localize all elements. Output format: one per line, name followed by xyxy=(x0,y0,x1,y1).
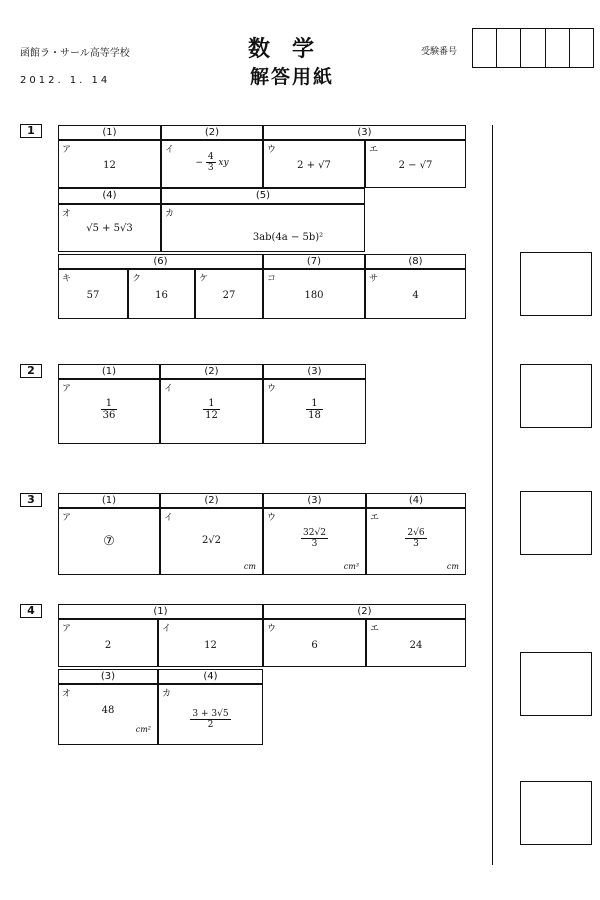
label-a: ア xyxy=(62,513,72,523)
minus-sign: − xyxy=(195,158,203,168)
exam-date: 2012. 1. 14 xyxy=(20,75,111,86)
answer-value: 2√2 xyxy=(201,535,222,546)
label-sa: サ xyxy=(369,274,379,284)
question-3-number: 3 xyxy=(20,493,42,507)
q1-answer-sa xyxy=(365,269,466,319)
unit-label: cm² xyxy=(135,725,151,734)
label-ke: ケ xyxy=(199,274,209,284)
sheet-title: 解答用紙 xyxy=(249,66,334,88)
label-i: イ xyxy=(164,384,174,394)
q1-header-2: (2) xyxy=(161,125,263,140)
answer-value: ⑦ xyxy=(103,534,115,549)
q4-answer-a xyxy=(58,619,158,667)
variables: xy xyxy=(218,158,229,168)
question-1-number: 1 xyxy=(20,124,42,138)
unit-label: cm xyxy=(446,562,459,571)
q3-header-4: (4) xyxy=(366,493,466,508)
score-box-q1 xyxy=(520,252,592,316)
question-2-number: 2 xyxy=(20,364,42,378)
fraction xyxy=(301,528,328,549)
denominator: 3 xyxy=(207,163,214,173)
label-i: イ xyxy=(162,624,172,634)
label-e: エ xyxy=(369,145,379,155)
denominator: 18 xyxy=(308,410,321,421)
q1-answer-ko xyxy=(263,269,365,319)
numerator: 2√6 xyxy=(407,528,425,538)
q1-answer-ka xyxy=(161,204,365,252)
answer-value: 48 xyxy=(101,705,115,716)
label-i: イ xyxy=(165,145,175,155)
q1-header-8: (8) xyxy=(365,254,466,269)
q1-answer-u xyxy=(263,140,365,188)
answer-value: 12 xyxy=(204,640,217,651)
answer-value xyxy=(264,528,365,549)
score-column-divider xyxy=(492,125,493,865)
exam-number-boxes xyxy=(472,28,594,68)
answer-value: √5 + 5√3 xyxy=(86,223,133,234)
answer-value: 24 xyxy=(409,640,423,651)
q4-answer-u xyxy=(263,619,366,667)
answer-value xyxy=(161,398,262,421)
score-box-q4 xyxy=(520,652,592,716)
label-ki: キ xyxy=(62,274,72,284)
answer-value: 12 xyxy=(103,160,116,171)
subject-title: 数学 xyxy=(247,36,336,62)
q2-header-2: (2) xyxy=(160,364,263,379)
answer-value xyxy=(159,709,262,730)
q3-answer-e xyxy=(366,508,466,575)
label-u: ウ xyxy=(267,384,277,394)
answer-value: 2 xyxy=(104,640,112,651)
q2-answer-a xyxy=(58,379,160,444)
answer-value: 4 xyxy=(412,290,419,301)
label-e: エ xyxy=(370,513,380,523)
q1-header-7: (7) xyxy=(263,254,365,269)
q4-answer-e xyxy=(366,619,466,667)
label-o: オ xyxy=(62,209,72,219)
denominator: 3 xyxy=(311,539,318,549)
q3-header-1: (1) xyxy=(58,493,160,508)
label-u: ウ xyxy=(267,624,277,634)
answer-value: 2 − √7 xyxy=(398,160,433,171)
denominator: 36 xyxy=(102,410,116,421)
fraction xyxy=(203,398,220,421)
numerator: 1 xyxy=(101,398,118,410)
q1-answer-ku xyxy=(128,269,195,319)
label-ka: カ xyxy=(165,209,175,219)
q1-header-1: (1) xyxy=(58,125,161,140)
q4-header-4: (4) xyxy=(158,669,263,684)
fraction xyxy=(306,398,323,421)
score-box-q3 xyxy=(520,491,592,555)
answer-value: 180 xyxy=(304,290,324,301)
numerator: 4 xyxy=(207,152,214,162)
numerator: 3 + 3√5 xyxy=(192,709,229,719)
q3-header-3: (3) xyxy=(263,493,366,508)
q1-header-3: (3) xyxy=(263,125,466,140)
score-box-q2 xyxy=(520,364,592,428)
label-a: ア xyxy=(62,384,72,394)
numerator: 1 xyxy=(203,398,220,410)
q1-answer-ki xyxy=(58,269,128,319)
q1-header-4: (4) xyxy=(58,188,161,204)
q1-answer-ke xyxy=(195,269,263,319)
numerator: 32√2 xyxy=(303,528,326,538)
answer-value: 57 xyxy=(86,290,100,301)
q1-answer-i xyxy=(161,140,263,188)
answer-value: 3ab(4a − 5b)² xyxy=(252,232,324,243)
q1-header-5: (5) xyxy=(161,188,365,204)
label-i: イ xyxy=(164,513,174,523)
q2-header-3: (3) xyxy=(263,364,366,379)
q2-header-1: (1) xyxy=(58,364,160,379)
q2-answer-i xyxy=(160,379,263,444)
fraction xyxy=(405,528,426,549)
answer-value: 2 + √7 xyxy=(297,160,331,171)
q1-answer-e xyxy=(365,140,466,188)
answer-value xyxy=(162,152,262,173)
q3-answer-i xyxy=(160,508,263,575)
q3-answer-a xyxy=(58,508,160,575)
q2-answer-u xyxy=(263,379,366,444)
answer-value: 6 xyxy=(311,640,318,651)
denominator: 3 xyxy=(413,539,419,549)
unit-label: cm xyxy=(243,562,256,571)
answer-value: 16 xyxy=(155,290,168,301)
label-ka: カ xyxy=(162,689,172,699)
answer-value: 27 xyxy=(222,290,236,301)
denominator: 12 xyxy=(205,410,218,421)
label-o: オ xyxy=(62,689,72,699)
q4-header-2: (2) xyxy=(263,604,466,619)
q4-answer-i xyxy=(158,619,263,667)
question-4-number: 4 xyxy=(20,604,42,618)
label-u: ウ xyxy=(267,513,277,523)
q4-header-3: (3) xyxy=(58,669,158,684)
fraction xyxy=(206,152,216,173)
fraction xyxy=(190,709,230,730)
label-u: ウ xyxy=(267,145,277,155)
q4-answer-o xyxy=(58,684,158,745)
q4-header-1: (1) xyxy=(58,604,263,619)
answer-value xyxy=(367,528,465,549)
school-name: 函館ラ・サール高等学校 xyxy=(20,48,130,59)
score-box-total xyxy=(520,781,592,845)
unit-label: cm³ xyxy=(343,562,359,571)
label-a: ア xyxy=(62,145,72,155)
label-a: ア xyxy=(62,624,72,634)
q1-answer-a xyxy=(58,140,161,188)
answer-value xyxy=(59,398,159,421)
q3-header-2: (2) xyxy=(160,493,263,508)
exam-number-label: 受験番号 xyxy=(421,47,458,57)
answer-value xyxy=(264,398,365,421)
fraction xyxy=(101,398,118,421)
q1-answer-o xyxy=(58,204,161,252)
q4-answer-ka xyxy=(158,684,263,745)
q1-header-6: (6) xyxy=(58,254,263,269)
label-e: エ xyxy=(370,624,380,634)
q3-answer-u xyxy=(263,508,366,575)
denominator: 2 xyxy=(207,720,214,730)
numerator: 1 xyxy=(306,398,323,410)
label-ko: コ xyxy=(267,274,277,284)
label-ku: ク xyxy=(132,274,142,284)
